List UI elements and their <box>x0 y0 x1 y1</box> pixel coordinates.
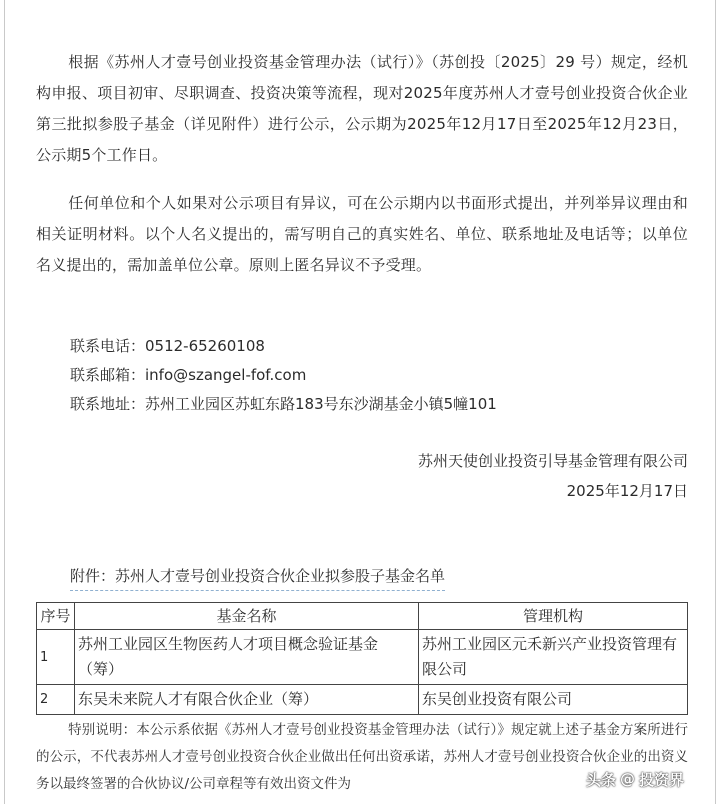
contact-phone: 联系电话：0512-65260108 <box>70 337 265 355</box>
signature-date: 2025年12月17日 <box>566 482 688 500</box>
fund-list-table <box>36 602 688 715</box>
contact-email: 联系邮箱：info@szangel-fof.com <box>70 366 307 384</box>
table-row <box>37 630 688 685</box>
notice-paragraph-2-text: 任何单位和个人如果对公示项目有异议，可在公示期内以书面形式提出，并列举异议理由和相关证明材料。以个人名义提出的，需写明自己的真实姓名、单位、联系地址及电话等；以单位名义提出的，需加盖单位公章。原则上匿名异议不予受理。 <box>36 194 688 274</box>
row-fund-name: 苏州工业园区生物医药人才项目概念验证基金（筹） <box>75 630 419 685</box>
signature-organization: 苏州天使创业投资引导基金管理有限公司 <box>417 452 688 470</box>
header-fund-name: 基金名称 <box>75 603 419 630</box>
special-note-text: 特别说明：本公示系依据《苏州人才壹号创业投资基金管理办法（试行）》规定就上述子基金方案所进行的公示，不代表苏州人才壹号创业投资合伙企业做出任何出资承诺，苏州人才壹号创业投资合伙企业的出资义务以最终签署的合伙协议/公司章程等有效出资文件为 <box>36 722 688 792</box>
attachment-title[interactable]: 附件：苏州人才壹号创业投资合伙企业拟参股子基金名单 <box>70 566 445 591</box>
notice-paragraph-2 <box>36 188 688 281</box>
row-manager: 苏州工业园区元禾新兴产业投资管理有限公司 <box>419 630 688 685</box>
notice-paragraph-1-text: 根据《苏州人才壹号创业投资基金管理办法（试行）》（苏创投〔2025〕29 号）规定，经机构申报、项目初审、尽职调查、投资决策等流程，现对2025年度苏州人才壹号创业投资合伙企业第三批拟参股子基金（详见附件）进行公示，公示期为2025年12月17日至2025年12月23日，公示期5个工作日。 <box>36 53 688 164</box>
contact-address: 联系地址：苏州工业园区苏虹东路183号东沙湖基金小镇5幢101 <box>70 395 497 413</box>
notice-paragraph-1 <box>36 47 688 171</box>
source-watermark <box>586 764 684 794</box>
table-row <box>37 685 688 715</box>
header-manager: 管理机构 <box>419 603 688 630</box>
row-fund-name: 东吴未来院人才有限合伙企业（筹） <box>75 685 419 715</box>
table-header-row <box>37 603 688 630</box>
header-index: 序号 <box>37 603 75 630</box>
watermark-source: 头条 <box>586 770 617 789</box>
row-index: 2 <box>37 685 75 715</box>
row-manager: 东吴创业投资有限公司 <box>419 685 688 715</box>
watermark-handle: 投资界 <box>639 770 685 789</box>
at-icon: @ <box>620 770 636 788</box>
row-index: 1 <box>37 630 75 685</box>
